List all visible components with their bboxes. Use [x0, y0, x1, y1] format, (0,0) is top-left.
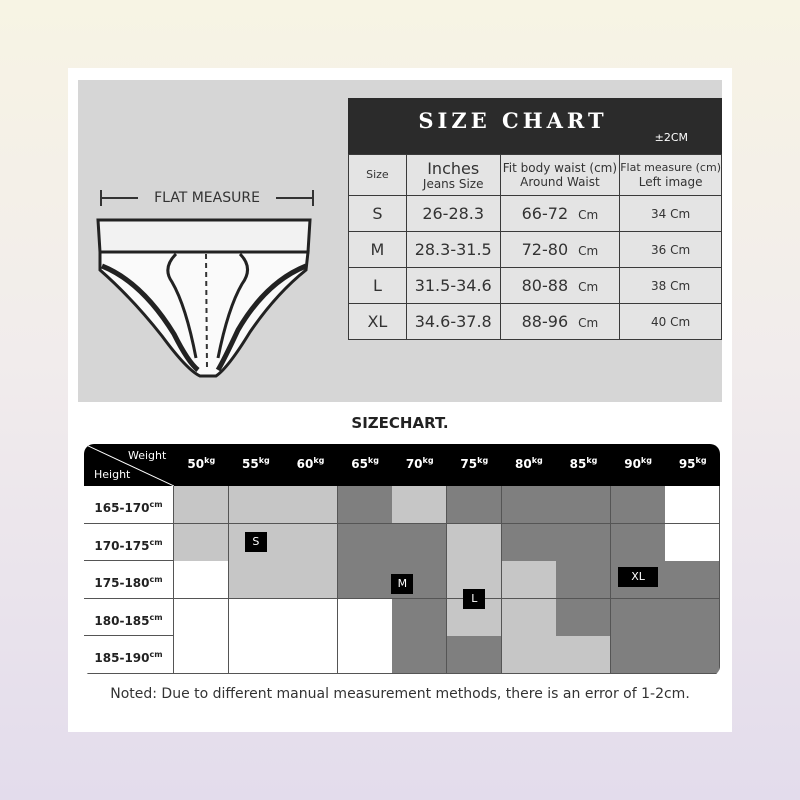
grid-cell [174, 486, 229, 524]
inches-cell: 34.6-37.8 [406, 304, 500, 340]
size-chart-title: SIZE CHART [418, 108, 608, 133]
grid-cell [665, 599, 720, 637]
weight-height-chart-title: SIZECHART. [351, 414, 449, 432]
grid-cell [611, 636, 666, 674]
corner-weight-label: Weight [128, 449, 167, 462]
grid-cell [447, 636, 502, 674]
grid-cell [174, 599, 229, 637]
weight-label: $85^{kg}$ [569, 456, 598, 471]
waist-unit: Cm [578, 280, 599, 294]
size-row [349, 196, 722, 232]
grid-cell [556, 524, 611, 562]
grid-cell [338, 486, 393, 524]
waist-cell [500, 268, 620, 304]
measurement-note: Noted: Due to different manual measurement methods, there is an error of 1-2cm. [110, 686, 690, 702]
corner-height-label: Height [94, 468, 131, 481]
grid-cell [174, 636, 229, 674]
header-flat-line1: Flat measure (cm) [620, 161, 721, 174]
grid-cell [556, 599, 611, 637]
header-waist [500, 155, 620, 196]
flat-measure-label: FLAT MEASURE [138, 188, 276, 208]
weight-label: $65^{kg}$ [351, 456, 379, 471]
flat-value: 34 [651, 206, 667, 221]
height-label: $185-190^{cm}$ [84, 636, 174, 674]
waist-cell [500, 304, 620, 340]
weight-label: $70^{kg}$ [405, 456, 434, 471]
grid-cell [502, 561, 557, 599]
flat-cell [620, 304, 722, 340]
weight-label: $95^{kg}$ [678, 456, 707, 471]
size-cell: L [349, 268, 407, 304]
header-size-label: Size [366, 168, 389, 181]
size-table-header-row [349, 155, 722, 196]
grid-cell [283, 561, 338, 599]
grid-cell [338, 599, 393, 637]
grid-cell [502, 486, 557, 524]
header-waist-line1: Fit body waist (cm) [502, 161, 618, 175]
grid-cell [611, 599, 666, 637]
grid-cell [665, 561, 720, 599]
waist-value: 88-96 [521, 312, 569, 331]
grid-cell [502, 636, 557, 674]
grid-cell [556, 561, 611, 599]
grid-cell [556, 486, 611, 524]
waist-unit: Cm [578, 244, 599, 258]
height-label: $170-175^{cm}$ [84, 524, 174, 562]
grid-cell [338, 524, 393, 562]
header-flat-line2: Left image [638, 175, 703, 189]
size-tag-m: M [391, 574, 413, 594]
inches-cell: 31.5-34.6 [406, 268, 500, 304]
size-chart-header [348, 98, 722, 154]
grid-cell [556, 636, 611, 674]
grid-cell [665, 524, 720, 562]
grid-cell [283, 524, 338, 562]
size-cell: XL [349, 304, 407, 340]
weight-label: $50^{kg}$ [187, 456, 216, 471]
grid-cell [392, 599, 447, 637]
weight-header-row [84, 444, 720, 486]
header-waist-line2: Around Waist [520, 175, 600, 189]
waist-value: 80-88 [521, 276, 569, 295]
product-size-card [68, 68, 732, 732]
weight-label: $60^{kg}$ [296, 456, 325, 471]
size-table [348, 154, 722, 340]
inches-cell: 26-28.3 [406, 196, 500, 232]
waist-value: 72-80 [521, 240, 569, 259]
grid-cell [338, 561, 393, 599]
grid-cell [665, 486, 720, 524]
briefs-illustration [92, 218, 314, 380]
waist-value: 66-72 [521, 204, 569, 223]
weight-label: $75^{kg}$ [460, 456, 489, 471]
size-tag-l: L [463, 589, 485, 609]
size-row [349, 304, 722, 340]
grid-cell [611, 524, 666, 562]
height-label: $175-180^{cm}$ [84, 561, 174, 599]
grid-cell [392, 524, 447, 562]
size-row [349, 232, 722, 268]
flat-value: 40 [651, 314, 667, 329]
grid-cell [447, 486, 502, 524]
waist-unit: Cm [578, 208, 599, 222]
grid-cell [502, 599, 557, 637]
grid-cell [665, 636, 720, 674]
flat-measure-indicator [100, 188, 314, 208]
inches-cell: 28.3-31.5 [406, 232, 500, 268]
grid-cell [174, 524, 229, 562]
grid-cell [392, 486, 447, 524]
size-cell: S [349, 196, 407, 232]
grid-cell [229, 561, 284, 599]
weight-label: $90^{kg}$ [624, 456, 652, 471]
grid-cell [283, 599, 338, 637]
grid-cell [447, 524, 502, 562]
flat-cell [620, 232, 722, 268]
grid-cell [611, 486, 666, 524]
size-row [349, 268, 722, 304]
flat-unit: Cm [670, 314, 691, 329]
grid-cell [502, 524, 557, 562]
grid-cell [392, 636, 447, 674]
flat-value: 38 [651, 278, 667, 293]
weight-label: $80^{kg}$ [515, 456, 543, 471]
height-label: $180-185^{cm}$ [84, 599, 174, 637]
flat-value: 36 [651, 242, 667, 257]
weight-height-grid [84, 444, 720, 676]
waist-unit: Cm [578, 316, 599, 330]
size-tag-xl: XL [618, 567, 658, 587]
waist-cell [500, 196, 620, 232]
header-inches-line1: Inches [427, 158, 480, 178]
tolerance-label: ±2CM [654, 131, 688, 144]
grid-cell [338, 636, 393, 674]
size-tag-s: S [245, 532, 267, 552]
weight-label: $55^{kg}$ [242, 456, 270, 471]
header-inches-line2: Jeans Size [422, 176, 484, 191]
header-inches [406, 155, 500, 196]
grid-cell [229, 636, 284, 674]
waist-cell [500, 232, 620, 268]
size-cell: M [349, 232, 407, 268]
grid-cell [229, 486, 284, 524]
grid-cell [174, 561, 229, 599]
flat-unit: Cm [670, 242, 691, 257]
flat-measure-tick-right [312, 190, 314, 206]
size-chart-panel [78, 80, 722, 402]
header-size [349, 155, 407, 196]
grid-cell [283, 636, 338, 674]
flat-cell [620, 268, 722, 304]
grid-cell [229, 599, 284, 637]
header-flat [620, 155, 722, 196]
flat-unit: Cm [670, 278, 691, 293]
flat-unit: Cm [670, 206, 691, 221]
grid-cell [283, 486, 338, 524]
flat-cell [620, 196, 722, 232]
height-label: $165-170^{cm}$ [84, 486, 174, 524]
